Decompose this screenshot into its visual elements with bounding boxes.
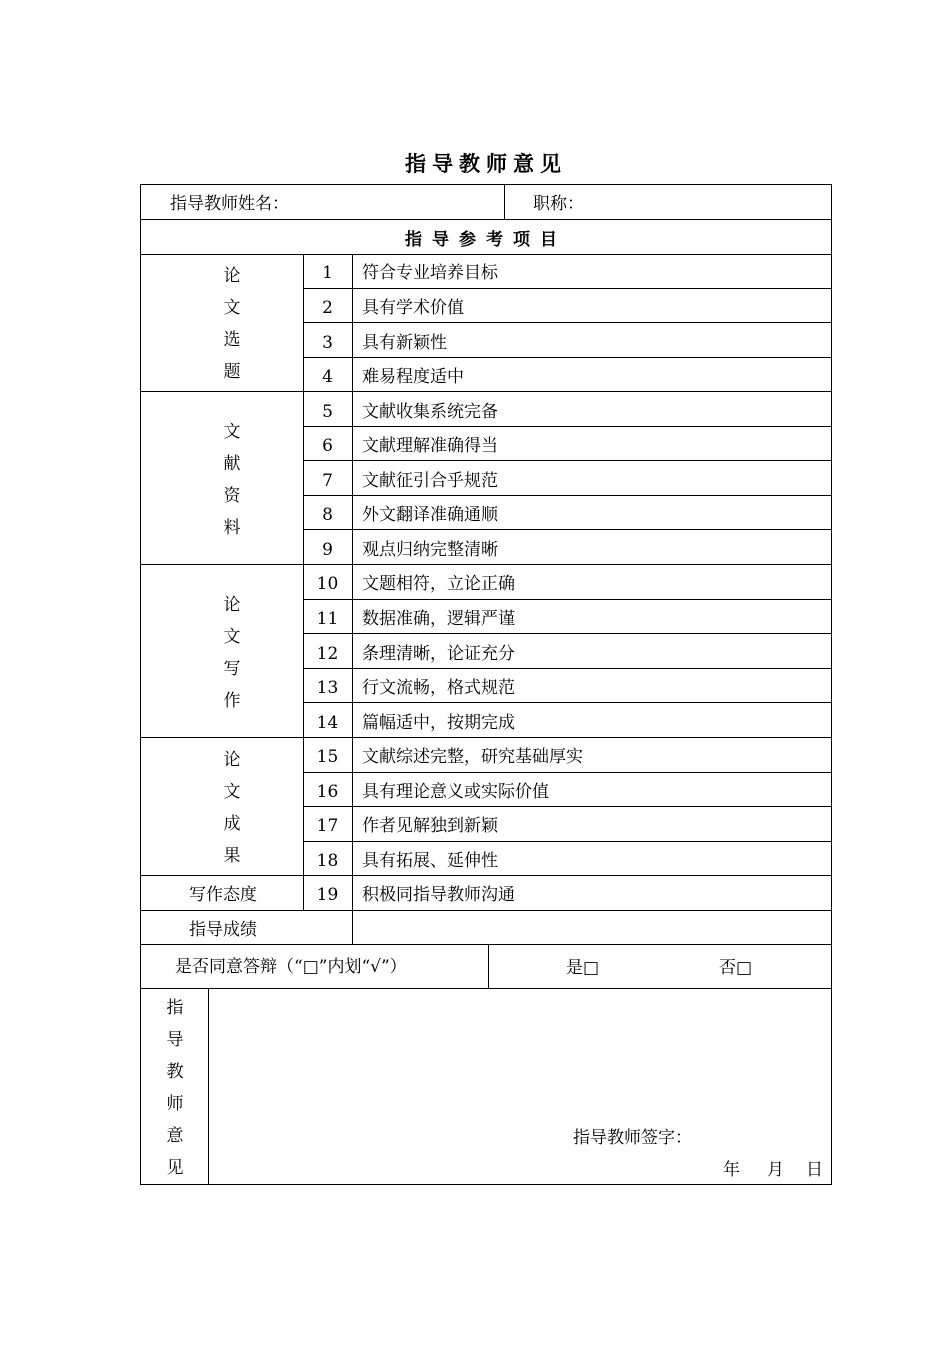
row-line — [303, 460, 832, 461]
divider — [504, 184, 505, 219]
item-text: 文献收集系统完备 — [362, 402, 498, 422]
item-number: 19 — [316, 885, 339, 905]
item-number: 10 — [316, 574, 339, 594]
row-line — [303, 806, 832, 807]
divider — [208, 988, 209, 1185]
category-char: 选 — [223, 330, 241, 350]
item-text: 符合专业培养目标 — [362, 263, 498, 283]
opinion-text-area[interactable] — [214, 994, 824, 1114]
teacher-name-label: 指导教师姓名： — [170, 194, 289, 214]
item-text: 作者见解独到新颖 — [362, 816, 498, 836]
category-char: 题 — [223, 362, 241, 382]
item-text: 难易程度适中 — [362, 367, 464, 387]
item-text: 外文翻译准确通顺 — [362, 505, 498, 525]
item-number: 2 — [322, 298, 333, 318]
group-line — [140, 988, 832, 989]
group-line — [140, 391, 832, 392]
item-text: 行文流畅，格式规范 — [362, 678, 515, 698]
category-char: 论 — [223, 750, 241, 770]
item-number: 14 — [316, 713, 339, 733]
group-line — [140, 564, 832, 565]
opinion-label — [142, 992, 208, 1184]
item-text: 条理清晰，论证充分 — [362, 644, 515, 664]
item-number: 4 — [322, 367, 333, 387]
group-line — [140, 910, 832, 911]
row-line — [303, 426, 832, 427]
grade-label: 指导成绩 — [189, 920, 257, 940]
category-char: 果 — [223, 846, 241, 866]
category-char: 论 — [223, 595, 241, 615]
grade-field[interactable] — [356, 913, 826, 941]
row-line — [303, 841, 832, 842]
group-line — [140, 875, 832, 876]
item-number: 11 — [316, 609, 339, 629]
row-line — [303, 772, 832, 773]
group-line — [140, 944, 832, 945]
category-char: 写 — [223, 659, 241, 679]
category-attitude: 写作态度 — [189, 885, 257, 905]
item-text: 文献征引合乎规范 — [362, 471, 498, 491]
opinion-label-char: 导 — [166, 1030, 184, 1050]
row-line — [303, 599, 832, 600]
item-number: 13 — [316, 678, 339, 698]
date-day: 日 — [806, 1160, 823, 1180]
item-number: 7 — [322, 471, 333, 491]
agree-question: 是否同意答辩（“□”内划“√”） — [175, 957, 407, 977]
divider — [140, 254, 832, 255]
opinion-label-char: 指 — [166, 998, 184, 1018]
item-text: 文献理解准确得当 — [362, 436, 498, 456]
divider — [140, 219, 832, 220]
item-number: 9 — [322, 540, 333, 560]
opinion-label-char: 见 — [166, 1158, 184, 1178]
category-topic — [142, 260, 322, 388]
category-char: 资 — [223, 486, 241, 506]
category-char: 料 — [223, 518, 241, 538]
signature-label: 指导教师签字： — [573, 1128, 692, 1148]
item-number: 16 — [316, 782, 339, 802]
item-number: 3 — [322, 333, 333, 353]
category-results — [142, 744, 322, 872]
item-number: 1 — [322, 263, 333, 283]
date-year: 年 — [723, 1160, 740, 1180]
agree-yes-checkbox[interactable]: 是□ — [566, 958, 600, 978]
item-text: 文题相符，立论正确 — [362, 574, 515, 594]
section-header: 指导参考项目 — [405, 230, 567, 250]
item-text: 积极同指导教师沟通 — [362, 885, 515, 905]
item-text: 具有理论意义或实际价值 — [362, 782, 549, 802]
date-month: 月 — [767, 1160, 784, 1180]
page-title: 指导教师意见 — [405, 152, 567, 176]
category-char: 文 — [223, 782, 241, 802]
agree-no-checkbox[interactable]: 否□ — [719, 958, 753, 978]
item-number: 12 — [316, 644, 339, 664]
row-line — [303, 668, 832, 669]
category-literature — [142, 416, 322, 544]
category-char: 文 — [223, 422, 241, 442]
row-line — [303, 495, 832, 496]
item-number: 17 — [316, 816, 339, 836]
item-number: 5 — [322, 402, 333, 422]
opinion-label-char: 教 — [166, 1062, 184, 1082]
title-label: 职称： — [533, 194, 584, 214]
category-writing — [142, 589, 322, 717]
item-text: 观点归纳完整清晰 — [362, 540, 498, 560]
category-char: 作 — [223, 691, 241, 711]
row-line — [303, 357, 832, 358]
item-number: 6 — [322, 436, 333, 456]
item-number: 15 — [316, 747, 339, 767]
divider — [488, 944, 489, 988]
item-number: 8 — [322, 505, 333, 525]
row-line — [303, 633, 832, 634]
category-char: 成 — [223, 814, 241, 834]
row-line — [303, 702, 832, 703]
opinion-label-char: 师 — [166, 1094, 184, 1114]
category-char: 文 — [223, 627, 241, 647]
group-line — [140, 737, 832, 738]
category-char: 献 — [223, 454, 241, 474]
category-char: 文 — [223, 298, 241, 318]
category-char: 论 — [223, 266, 241, 286]
item-text: 具有拓展、延伸性 — [362, 851, 498, 871]
item-text: 文献综述完整，研究基础厚实 — [362, 747, 583, 767]
item-text: 具有新颖性 — [362, 333, 447, 353]
item-text: 数据准确，逻辑严谨 — [362, 609, 515, 629]
row-line — [303, 529, 832, 530]
row-line — [303, 288, 832, 289]
row-line — [303, 322, 832, 323]
item-text: 具有学术价值 — [362, 298, 464, 318]
item-text: 篇幅适中，按期完成 — [362, 713, 515, 733]
item-number: 18 — [316, 851, 339, 871]
opinion-label-char: 意 — [166, 1126, 184, 1146]
